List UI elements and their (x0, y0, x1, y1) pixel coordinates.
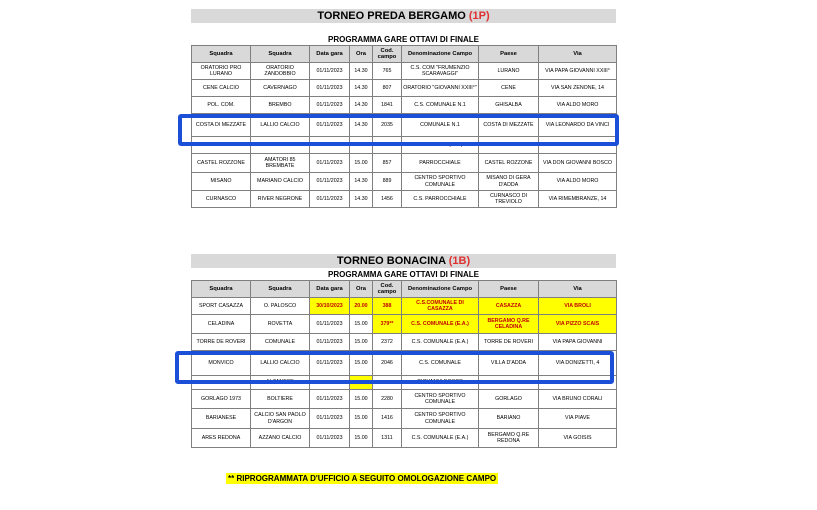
table-cell: VIA BRUNO CORALI (539, 390, 617, 409)
torneo-bonacina-code: (1B) (448, 255, 471, 267)
torneo-bonacina-title: TORNEO BONACINA (336, 255, 446, 267)
col-header: Cod. campo (373, 281, 402, 298)
table-cell: BOLTIERE (251, 390, 310, 409)
table-cell: VIA ALDO MORO (539, 97, 617, 114)
table-cell: LALLIO CALCIO (251, 114, 310, 137)
table-cell: 01/11/2023 (310, 351, 350, 376)
table-cell: 15.00 (350, 351, 373, 376)
table-cell: 14.30 (350, 63, 373, 80)
torneo-preda-title-bar (191, 9, 616, 23)
torneo-bonacina-subtitle: PROGRAMMA GARE OTTAVI DI FINALE (328, 270, 479, 279)
table-row (192, 409, 617, 429)
table-row (192, 390, 617, 409)
table-cell: 1456 (373, 191, 402, 208)
col-header: Ora (350, 281, 373, 298)
footnote: ** RIPROGRAMMATA D'UFFICIO A SEGUITO OMOLOGAZIONE CAMPO (228, 474, 497, 483)
table-cell: CAVERNAGO (251, 80, 310, 97)
col-header: Via (539, 281, 617, 298)
table-cell: VIA PAPA GIOVANNI (539, 334, 617, 351)
table-row (192, 173, 617, 191)
table-cell: 14.30 (350, 80, 373, 97)
table-cell: 807 (373, 80, 402, 97)
table-cell: VIA LEONARDO DA VINCI (539, 114, 617, 137)
table-cell: 01/11/2023 (310, 154, 350, 173)
table-cell: CALCIO SAN PAOLO D'ARGON (251, 409, 310, 429)
table-cell: PARROCCHIALE (402, 154, 479, 173)
table-cell: CENE (479, 80, 539, 97)
table-cell: C.S. PARROCCHIALE (402, 191, 479, 208)
table-row (192, 97, 617, 114)
table-cell: 15.00 (350, 154, 373, 173)
table-cell: CASAZZA (479, 298, 539, 315)
table-cell: C.S. COMUNALE (402, 351, 479, 376)
col-header: Cod. campo (373, 46, 402, 63)
table-cell: BERGAMO Q.RE REDONA (479, 429, 539, 448)
table-cell: VIA GOISIS (539, 429, 617, 448)
table-row (192, 298, 617, 315)
col-header: Paese (479, 46, 539, 63)
table-row (192, 315, 617, 334)
table-cell: O. PALOSCO (251, 298, 310, 315)
table-row (192, 63, 617, 80)
highlight-box-costa-di-mezzate (178, 114, 619, 146)
table-cell: 2372 (373, 334, 402, 351)
table-cell: AMATORI 85 BREMBATE (251, 154, 310, 173)
table-cell: 15.00 (350, 409, 373, 429)
highlight-box-monvico (175, 351, 614, 384)
table-cell: GORLAGO 1973 (192, 390, 251, 409)
table-cell: CENTRO SPORTIVO COMUNALE (402, 409, 479, 429)
table-cell: CENE CALCIO (192, 80, 251, 97)
table-cell: ORATORIO ZANDOBBIO (251, 63, 310, 80)
table-cell: 01/11/2023 (310, 429, 350, 448)
table-cell: MISANO (192, 173, 251, 191)
table-cell: 2389 (373, 137, 402, 154)
table-cell: 15.00 (350, 334, 373, 351)
table-cell: 01/11/2023 (310, 173, 350, 191)
table-row (192, 334, 617, 351)
table-cell: VIA PAPA GIOVANNI XXIII° (539, 63, 617, 80)
table-cell: 2280 (373, 390, 402, 409)
table-cell: SPORT CASAZZA (192, 298, 251, 315)
table-cell: 01/11/2023 (310, 334, 350, 351)
table-cell: CURNASCO (192, 191, 251, 208)
table-cell: CASTEL ROZZONE (192, 154, 251, 173)
table-cell: AZZANO CALCIO (251, 429, 310, 448)
table-cell: 2046 (373, 351, 402, 376)
col-header: Data gara (310, 46, 350, 63)
table-cell: VILLA D'ADDA (479, 351, 539, 376)
table-cell: 388 (373, 298, 402, 315)
table-cell: VIA PIZZO SCAIS (539, 315, 617, 334)
table-cell: VIA PIAVE (539, 409, 617, 429)
table-cell: 889 (373, 173, 402, 191)
table-cell: TORRE DE ROVERI (479, 334, 539, 351)
table-header-row (192, 281, 617, 298)
table-cell: C.S.COMUNALE DI CASAZZA (402, 298, 479, 315)
table-cell: ORATORIO PRO LURANO (192, 63, 251, 80)
table-row (192, 429, 617, 448)
table-cell: 857 (373, 154, 402, 173)
table-cell: VIA BROLI (539, 298, 617, 315)
table-cell: 14.30 (350, 191, 373, 208)
torneo-preda-section (191, 9, 616, 208)
col-header: Squadra (251, 46, 310, 63)
table-cell: MARIANO CALCIO (251, 173, 310, 191)
table-cell: POL. COM. (192, 97, 251, 114)
table-row (192, 191, 617, 208)
table-cell: COMUNALE N.1 (402, 114, 479, 137)
table-cell: 15.00 (350, 315, 373, 334)
table-cell: 765 (373, 63, 402, 80)
table-cell: VIA DON GIOVANNI BOSCO (539, 154, 617, 173)
table-cell: CENTRO SPORTIVO COMUNALE (402, 390, 479, 409)
table-cell: COMUNALE (E.A.) (402, 137, 479, 154)
torneo-bonacina-title-bar (191, 254, 616, 268)
table-cell: ORIO PEGU (192, 137, 251, 154)
table-cell: 14.30 (350, 97, 373, 114)
col-header: Paese (479, 281, 539, 298)
table-cell: 14.30 (350, 137, 373, 154)
table-cell: ORIO AL SERIO (479, 137, 539, 154)
table-cell: CASTEL ROZZONE (479, 154, 539, 173)
table-cell: COMUNALE (251, 334, 310, 351)
table-cell: 30/10/2023 (310, 298, 350, 315)
table-cell: COSTA DI MEZZATE (192, 114, 251, 137)
table-cell: 15.00 (350, 429, 373, 448)
table-cell: 01/11/2023 (310, 97, 350, 114)
col-header: Via (539, 46, 617, 63)
table-cell: COSTA DI MEZZATE (479, 114, 539, 137)
col-header: Ora (350, 46, 373, 63)
col-header: Denominazione Campo (402, 46, 479, 63)
torneo-preda-code: (1P) (468, 10, 490, 22)
table-cell: 14.30 (350, 114, 373, 137)
table-cell: TORRE DE ROVERI (192, 334, 251, 351)
table-cell: MONVICO (192, 351, 251, 376)
table-cell: C.S. COMUNALE N.1 (402, 97, 479, 114)
table-cell: 01/11/2023 (310, 390, 350, 409)
table-cell: ALZANESE (251, 376, 310, 390)
table-cell: 14.30 (350, 173, 373, 191)
table-cell: VIA RIMEMBRANZE, 14 (539, 191, 617, 208)
table-cell: 01/11/2023 (310, 114, 350, 137)
table-cell: C.S. COMUNALE (E.A.) (402, 315, 479, 334)
torneo-preda-subtitle: PROGRAMMA GARE OTTAVI DI FINALE (328, 35, 479, 44)
table-row (192, 154, 617, 173)
table-cell: 01/11/2023 (310, 315, 350, 334)
table-cell: BARIANO (479, 409, 539, 429)
table-cell: VIA SAN ZENONE, 14 (539, 80, 617, 97)
table-cell: VIA DONIZETTI, 4 (539, 351, 617, 376)
col-header: Data gara (310, 281, 350, 298)
table-cell: VIA AEROPORTO (539, 137, 617, 154)
table-cell: GHISALBA (479, 97, 539, 114)
table-cell: ORATORIO "GIOVANNI XXIII°" (402, 80, 479, 97)
table-cell: 1311 (373, 429, 402, 448)
table-cell: 15.00 (350, 390, 373, 409)
table-cell: GIOVANNI BOSCO (402, 376, 479, 390)
table-cell: VALSERINA (251, 137, 310, 154)
table-cell: ROVETTA (251, 315, 310, 334)
table-cell: C.S. COMUNALE (E.A.) (402, 429, 479, 448)
col-header: Squadra (192, 46, 251, 63)
col-header: Squadra (251, 281, 310, 298)
table-cell: C.S. COM "FRUMENZIO SCARAVAGGI" (402, 63, 479, 80)
table-cell: CURNASCO DI TREVIOLO (479, 191, 539, 208)
col-header: Denominazione Campo (402, 281, 479, 298)
table-cell: BARIANESE (192, 409, 251, 429)
table-cell: ARES REDONA (192, 429, 251, 448)
table-cell: 1416 (373, 409, 402, 429)
table-cell: RIVER NEGRONE (251, 191, 310, 208)
table-cell: LALLIO CALCIO (251, 351, 310, 376)
table-cell: 01/11/2023 (310, 137, 350, 154)
col-header: Squadra (192, 281, 251, 298)
table-cell: 01/11/2023 (310, 409, 350, 429)
table-cell: C.S. COMUNALE (E.A.) (402, 334, 479, 351)
table-cell: BREMBO (251, 97, 310, 114)
table-cell: 379** (373, 315, 402, 334)
table-cell: VIA ALDO MORO (539, 173, 617, 191)
table-cell: 1841 (373, 97, 402, 114)
torneo-preda-title: TORNEO PREDA BERGAMO (317, 10, 466, 22)
table-cell: 01/11/2023 (310, 63, 350, 80)
table-cell: 01/11/2023 (310, 80, 350, 97)
table-cell: GORLAGO (479, 390, 539, 409)
table-cell: 20.00 (350, 298, 373, 315)
table-cell: 2035 (373, 114, 402, 137)
table-cell: CENTRO SPORTIVO COMUNALE (402, 173, 479, 191)
table-cell: CELADINA (192, 315, 251, 334)
table-cell: LURANO (479, 63, 539, 80)
table-cell: MISANO DI GERA D'ADDA (479, 173, 539, 191)
table-header-row (192, 46, 617, 63)
table-cell: 01/11/2023 (310, 191, 350, 208)
table-row (192, 80, 617, 97)
table-cell: BERGAMO Q.RE CELADINA (479, 315, 539, 334)
